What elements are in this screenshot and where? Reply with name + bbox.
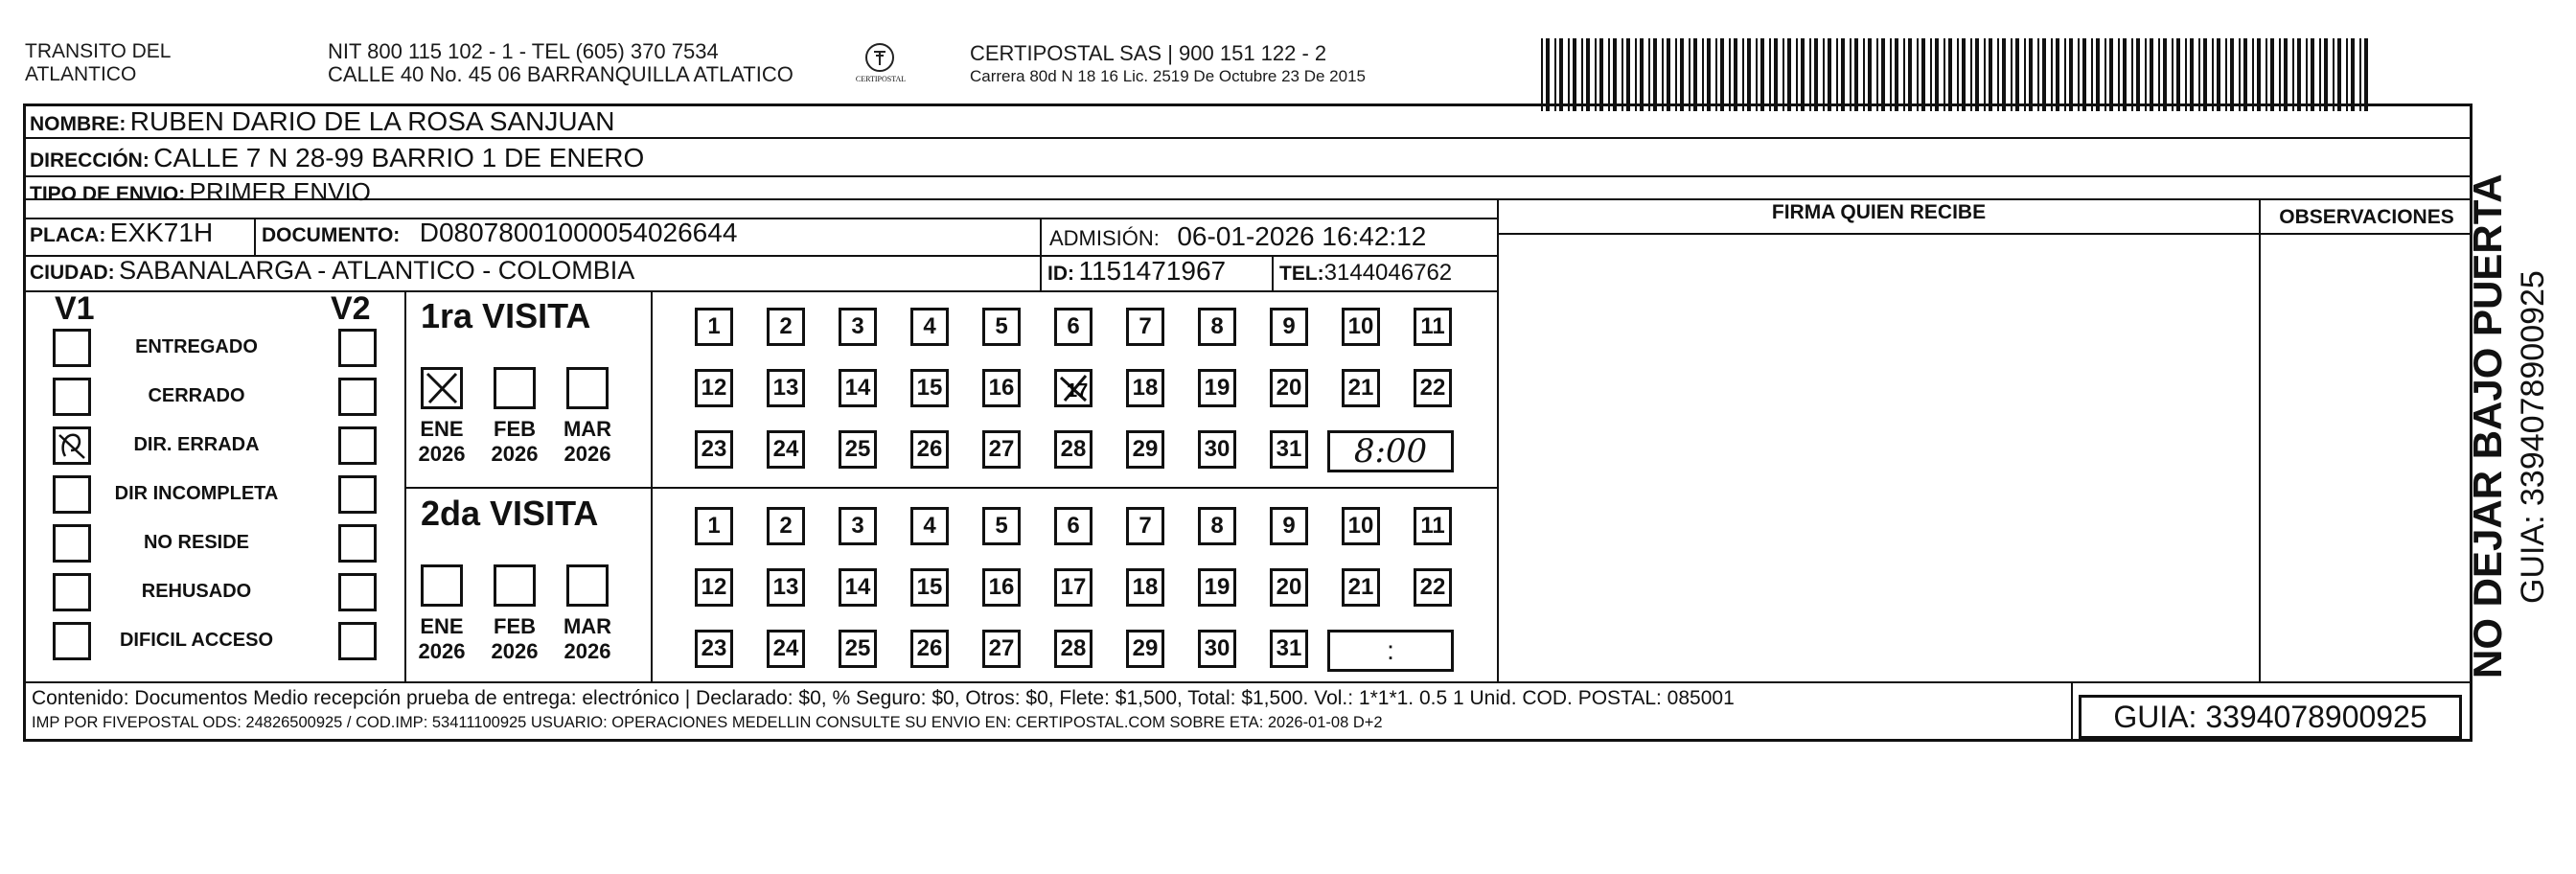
day-checkbox[interactable]: 29 [1126, 630, 1164, 668]
direccion-value: CALLE 7 N 28-99 BARRIO 1 DE ENERO [153, 143, 645, 172]
month-checkbox[interactable] [566, 367, 609, 409]
day-checkbox[interactable]: 26 [910, 430, 949, 469]
cross-mark-icon [1057, 372, 1090, 404]
v1-checkbox[interactable] [53, 329, 91, 367]
v1-label: V1 [55, 290, 95, 327]
month-year: 2026 [564, 442, 611, 466]
month-year: 2026 [491, 442, 539, 466]
v2-checkbox[interactable] [338, 524, 377, 563]
day-checkbox[interactable]: 21 [1342, 369, 1380, 407]
placa-value: EXK71H [109, 218, 214, 247]
v1-checkbox[interactable] [53, 378, 91, 416]
day-checkbox[interactable]: 20 [1270, 568, 1308, 607]
month-year: 2026 [418, 442, 466, 466]
v2-checkbox[interactable] [338, 378, 377, 416]
day-checkbox[interactable]: 10 [1342, 308, 1380, 346]
second-visit-label: 2da VISITA [421, 494, 599, 533]
tel-label: TEL: [1279, 263, 1324, 285]
day-checkbox[interactable]: 4 [910, 507, 949, 545]
tel-field [1279, 260, 1452, 287]
barcode [1541, 38, 2375, 111]
day-checkbox[interactable]: 28 [1054, 430, 1092, 469]
signature-area[interactable] [1499, 235, 2259, 681]
day-checkbox[interactable]: 12 [695, 568, 733, 607]
day-checkbox[interactable]: 2 [767, 308, 805, 346]
v1-checkbox[interactable] [53, 426, 91, 465]
day-checkbox[interactable]: 5 [982, 308, 1021, 346]
day-checkbox[interactable]: 1 [695, 507, 733, 545]
certipostal-logo [853, 38, 907, 92]
firma-label: FIRMA QUIEN RECIBE [1771, 201, 1987, 223]
day-checkbox[interactable]: 7 [1126, 507, 1164, 545]
nit-line: NIT 800 115 102 - 1 - TEL (605) 370 7534 [328, 39, 719, 63]
ciudad-value: SABANALARGA - ATLANTICO - COLOMBIA [119, 256, 635, 285]
month-checkbox[interactable] [421, 564, 463, 607]
day-checkbox[interactable]: 3 [839, 507, 877, 545]
day-checkbox[interactable]: 9 [1270, 308, 1308, 346]
id-value: 1151471967 [1078, 256, 1227, 286]
day-checkbox[interactable]: 22 [1414, 568, 1452, 607]
day-checkbox[interactable]: 19 [1198, 568, 1236, 607]
id-field [1047, 256, 1226, 287]
observaciones-label: OBSERVACIONES [2279, 206, 2454, 228]
day-checkbox[interactable]: 13 [767, 369, 805, 407]
day-checkbox[interactable]: 1 [695, 308, 733, 346]
address-line: CALLE 40 No. 45 06 BARRANQUILLA ATLATICO [328, 62, 794, 86]
footer-content-line: Contenido: Documentos Medio recepción prueba de entrega: electrónico | Declarado: $0, % Seguro: $0, Otros: $0, Flete: $1,500, Total: $1,500. Vol.: 1*1*1. 0.5 1 Unid. COD. POSTAL: 085001 [32, 687, 1735, 709]
side-guia: GUIA: 3394078900925 [2515, 270, 2551, 604]
admision-value: 06-01-2026 16:42:12 [1177, 221, 1427, 251]
admision-field [1049, 221, 1426, 252]
v2-checkbox[interactable] [338, 622, 377, 660]
status-option-label: DIFICIL ACCESO [119, 630, 273, 651]
month-name: FEB [494, 614, 536, 638]
day-checkbox[interactable]: 10 [1342, 507, 1380, 545]
month-year: 2026 [491, 639, 539, 663]
admision-label: ADMISIÓN: [1049, 226, 1160, 250]
month-label [413, 417, 471, 467]
footer-print-line: IMP POR FIVEPOSTAL ODS: 24826500925 / COD.IMP: 53411100925 USUARIO: OPERACIONES MEDELLIN CONSULTE SU ENVIO EN: CERTIPOSTAL.COM SOBRE ETA: 2026-01-08 D+2 [32, 714, 1383, 731]
month-label [413, 614, 471, 664]
v2-checkbox[interactable] [338, 475, 377, 514]
day-checkbox[interactable]: 28 [1054, 630, 1092, 668]
day-checkbox[interactable]: 12 [695, 369, 733, 407]
company-name [25, 40, 171, 86]
day-checkbox[interactable]: 24 [767, 430, 805, 469]
status-option-label: CERRADO [148, 385, 245, 406]
day-checkbox[interactable]: 23 [695, 630, 733, 668]
tipo-envio-value: PRIMER ENVIO [189, 177, 371, 206]
company-line-1: TRANSITO DEL [25, 40, 172, 62]
month-label [486, 614, 543, 664]
day-checkbox[interactable]: 8 [1198, 308, 1236, 346]
documento-field [262, 218, 737, 248]
nombre-field [30, 106, 614, 137]
tel-value: 3144046762 [1323, 260, 1453, 286]
day-checkbox[interactable]: 22 [1414, 369, 1452, 407]
direccion-field [30, 143, 644, 173]
month-checkbox[interactable] [421, 367, 463, 409]
status-option-label: ENTREGADO [135, 336, 258, 357]
guia-box [2079, 695, 2462, 739]
side-warning: NO DEJAR BAJO PUERTA [2465, 173, 2510, 678]
day-checkbox[interactable]: 27 [982, 630, 1021, 668]
logo-text: CERTIPOSTAL [855, 75, 907, 83]
v1-checkbox[interactable] [53, 622, 91, 660]
ciudad-field [30, 256, 634, 286]
month-checkbox[interactable] [494, 367, 536, 409]
documento-value: D08078001000054026644 [419, 218, 738, 247]
day-checkbox[interactable]: 4 [910, 308, 949, 346]
day-checkbox[interactable]: 16 [982, 568, 1021, 607]
nombre-label: NOMBRE: [30, 113, 126, 135]
day-checkbox[interactable]: 20 [1270, 369, 1308, 407]
company-line-2: ATLANTICO [25, 63, 137, 85]
day-checkbox[interactable]: 6 [1054, 308, 1092, 346]
day-checkbox[interactable]: 6 [1054, 507, 1092, 545]
carrier-line-2: Carrera 80d N 18 16 Lic. 2519 De Octubre 23 De 2015 [970, 67, 1366, 85]
issuer-info [328, 40, 794, 86]
check-mark-icon [56, 429, 88, 462]
status-option-label: DIR INCOMPLETA [114, 483, 279, 504]
day-checkbox[interactable]: 2 [767, 507, 805, 545]
day-checkbox[interactable]: 9 [1270, 507, 1308, 545]
month-name: MAR [563, 614, 612, 638]
v1-checkbox[interactable] [53, 524, 91, 563]
tipo-envio-label: TIPO DE ENVIO: [30, 183, 186, 205]
day-checkbox[interactable]: 19 [1198, 369, 1236, 407]
placa-label: PLACA: [30, 224, 106, 246]
status-option-label: NO RESIDE [143, 532, 250, 553]
v2-label: V2 [331, 290, 371, 327]
status-option-label: DIR. ERRADA [133, 434, 260, 455]
day-checkbox[interactable]: 31 [1270, 630, 1308, 668]
day-checkbox[interactable]: 11 [1414, 507, 1452, 545]
status-option-label: REHUSADO [141, 581, 252, 602]
first-visit-label: 1ra VISITA [421, 296, 591, 335]
day-checkbox[interactable]: 3 [839, 308, 877, 346]
month-label [559, 417, 616, 467]
day-checkbox[interactable]: 29 [1126, 430, 1164, 469]
day-checkbox[interactable]: 25 [839, 630, 877, 668]
day-checkbox[interactable] [1054, 369, 1092, 407]
day-checkbox[interactable]: 25 [839, 430, 877, 469]
day-checkbox[interactable]: 13 [767, 568, 805, 607]
day-checkbox[interactable]: 23 [695, 430, 733, 469]
month-checkbox[interactable] [566, 564, 609, 607]
day-checkbox[interactable]: 30 [1198, 430, 1236, 469]
day-checkbox[interactable]: 14 [839, 568, 877, 607]
month-label [559, 614, 616, 664]
delivery-form [23, 104, 2472, 742]
direccion-label: DIRECCIÓN: [30, 150, 150, 172]
first-visit-time[interactable]: 8:00 [1327, 430, 1454, 472]
v2-checkbox[interactable] [338, 426, 377, 465]
cross-mark-icon [424, 370, 460, 406]
day-checkbox[interactable]: 18 [1126, 369, 1164, 407]
day-checkbox[interactable]: 8 [1198, 507, 1236, 545]
nombre-value: RUBEN DARIO DE LA ROSA SANJUAN [129, 106, 615, 136]
day-checkbox[interactable]: 17 [1054, 568, 1092, 607]
month-year: 2026 [564, 639, 611, 663]
svg-text:17: 17 [1067, 380, 1089, 402]
id-label: ID: [1047, 263, 1074, 285]
month-checkbox[interactable] [494, 564, 536, 607]
day-checkbox[interactable]: 24 [767, 630, 805, 668]
ciudad-label: CIUDAD: [30, 262, 115, 284]
v2-checkbox[interactable] [338, 573, 377, 611]
carrier-line-1: CERTIPOSTAL SAS | 900 151 122 - 2 [970, 41, 1327, 65]
v1-checkbox[interactable] [53, 475, 91, 514]
day-checkbox[interactable]: 15 [910, 568, 949, 607]
day-checkbox[interactable]: 14 [839, 369, 877, 407]
day-checkbox[interactable]: 27 [982, 430, 1021, 469]
carrier-info [970, 42, 1366, 88]
month-year: 2026 [418, 639, 466, 663]
month-name: MAR [563, 417, 612, 441]
tipo-envio-field [30, 177, 371, 207]
day-checkbox[interactable]: 16 [982, 369, 1021, 407]
day-checkbox[interactable]: 11 [1414, 308, 1452, 346]
second-visit-time[interactable]: : [1327, 630, 1454, 672]
day-checkbox[interactable]: 7 [1126, 308, 1164, 346]
day-checkbox[interactable]: 21 [1342, 568, 1380, 607]
day-checkbox[interactable]: 31 [1270, 430, 1308, 469]
month-name: ENE [420, 417, 464, 441]
day-checkbox[interactable]: 18 [1126, 568, 1164, 607]
month-name: FEB [494, 417, 536, 441]
month-label [486, 417, 543, 467]
observations-area[interactable] [2261, 235, 2472, 681]
day-checkbox[interactable]: 5 [982, 507, 1021, 545]
guia-box-value: GUIA: 3394078900925 [2113, 700, 2427, 734]
placa-field [30, 218, 213, 248]
documento-label: DOCUMENTO: [262, 224, 401, 246]
v1-checkbox[interactable] [53, 573, 91, 611]
month-name: ENE [420, 614, 464, 638]
day-checkbox[interactable]: 26 [910, 630, 949, 668]
day-checkbox[interactable]: 30 [1198, 630, 1236, 668]
v2-checkbox[interactable] [338, 329, 377, 367]
day-checkbox[interactable]: 15 [910, 369, 949, 407]
